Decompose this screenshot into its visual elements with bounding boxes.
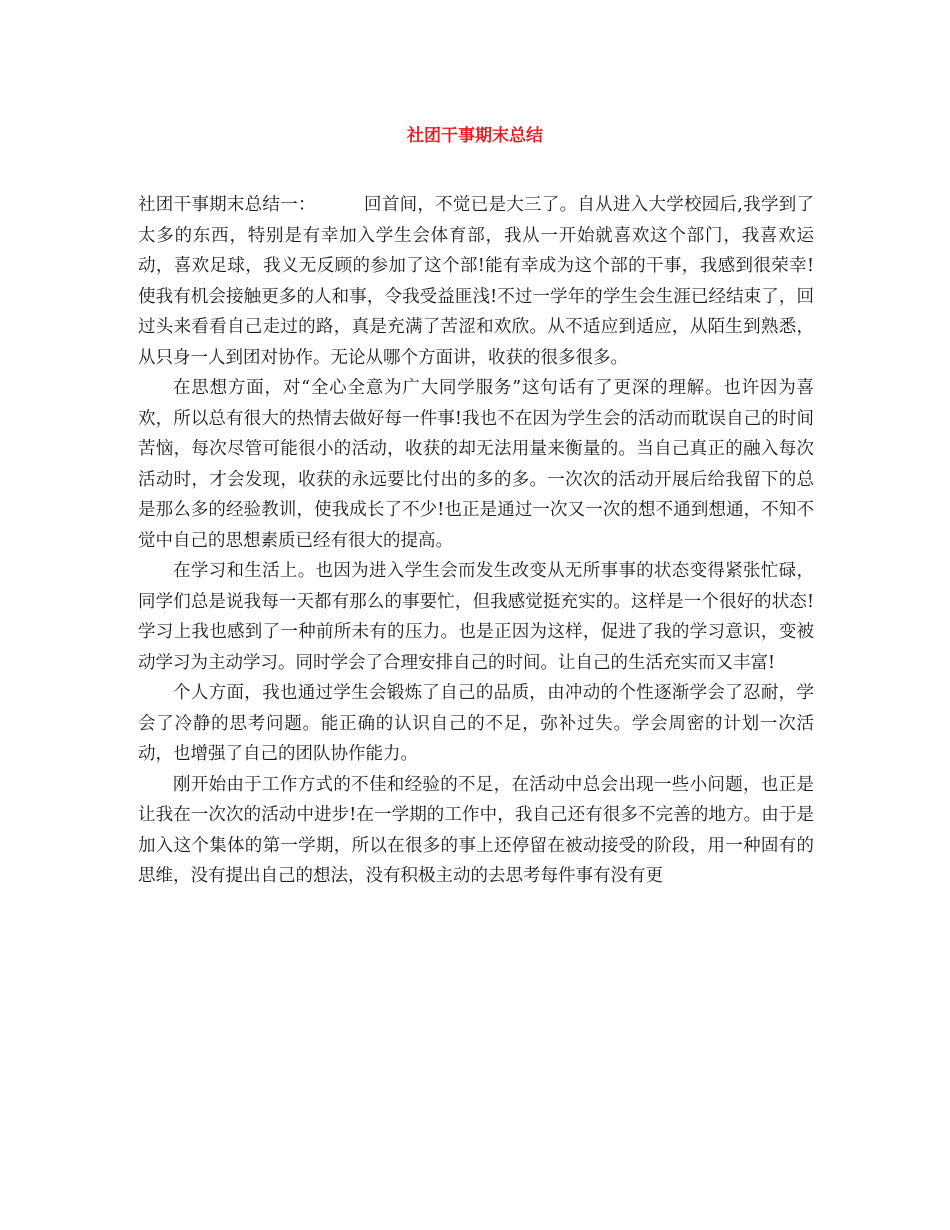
- paragraph-1: [138, 190, 814, 373]
- document-body: [138, 190, 814, 892]
- paragraph-3: 在学习和生活上。也因为进入学生会而发生改变从无所事事的状态变得紧张忙碌，同学们总是说我每一天都有那么的事要忙，但我感觉挺充实的。这样是一个很好的状态!学习上我也感到了一种前所未有的压力。也是正因为这样，促进了我的学习意识，变被动学习为主动学习。同时学会了合理安排自己的时间。让自己的生活充实而又丰富!: [138, 561, 814, 673]
- paragraph-1-text: 回首间，不觉已是大三了。自从进入大学校园后,我学到了太多的东西，特别是有幸加入学生会体育部，我从一开始就喜欢这个部门，我喜欢运动，喜欢足球，我义无反顾的参加了这个部!能有幸成为这个部的干事，我感到很荣幸!使我有机会接触更多的人和事，令我受益匪浅!不过一学年的学生会生涯已经结束了，回过头来看看自己走过的路，真是充满了苦涩和欢欣。从不适应到适应，从陌生到熟悉，从只身一人到团对协作。无论从哪个方面讲，收获的很多很多。: [138, 195, 815, 368]
- paragraph-4: 个人方面，我也通过学生会锻炼了自己的品质，由冲动的个性逐渐学会了忍耐，学会了冷静的思考问题。能正确的认识自己的不足，弥补过失。学会周密的计划一次活动，也增强了自己的团队协作能力。: [138, 683, 814, 764]
- intro-label: 社团干事期末总结一：: [138, 195, 316, 215]
- paragraph-2: 在思想方面，对“全心全意为广大同学服务”这句话有了更深的理解。也许因为喜欢，所以总有很大的热情去做好每一件事!我也不在因为学生会的活动而耽误自己的时间苦恼，每次尽管可能很小的活动，收获的却无法用量来衡量的。当自己真正的融入每次活动时，才会发现，收获的永远要比付出的多的多。一次次的活动开展后给我留下的总是那么多的经验教训，使我成长了不少!也正是通过一次又一次的想不通到想通，不知不觉中自己的思想素质已经有很大的提高。: [138, 378, 814, 551]
- paragraph-5: 刚开始由于工作方式的不佳和经验的不足，在活动中总会出现一些小问题，也正是让我在一次次的活动中进步!在一学期的工作中，我自己还有很多不完善的地方。由于是加入这个集体的第一学期，所以在很多的事上还停留在被动接受的阶段，用一种固有的思维，没有提出自己的想法，没有积极主动的去思考每件事有没有更: [138, 774, 814, 886]
- page-title: 社团干事期末总结: [407, 126, 543, 146]
